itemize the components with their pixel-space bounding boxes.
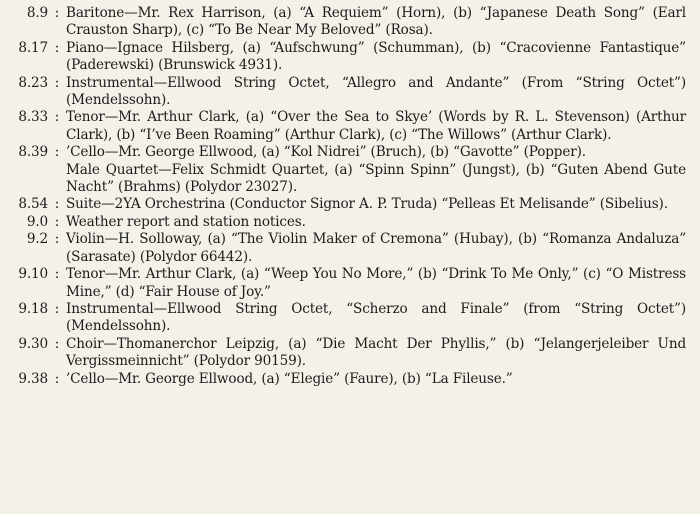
entry-separator: :: [54, 39, 60, 56]
entry-time: 9.10: [18, 266, 48, 283]
entry-text: ’Cello—Mr. George Ellwood, (a) “Elegie” (Faure), (b) “La Fileuse.”: [66, 370, 513, 387]
programme-entry: [8, 5, 692, 40]
programme-entry: [8, 301, 692, 336]
entry-time: 9.38: [18, 370, 48, 387]
entry-text: ’Cello—Mr. George Ellwood, (a) “Kol Nidrei” (Bruch), (b) “Gavotte” (Popper).: [66, 144, 586, 161]
entry-separator: :: [54, 300, 60, 317]
entry-separator: :: [54, 213, 60, 230]
entry-time: 8.33: [18, 109, 48, 126]
programme-entry: [8, 75, 692, 110]
entry-separator: :: [54, 5, 60, 21]
entry-separator: :: [54, 196, 60, 213]
programme-entry: [8, 214, 692, 231]
entry-text: Choir—Thomanerchor Leipzig, (a) “Die Macht Der Phyllis,” (b) “Jelangerjeleiber Und Vergissmeinnicht” (Polydor 90159).: [66, 335, 686, 370]
programme-entry: [8, 336, 692, 371]
programme-entry: [8, 196, 692, 213]
programme-entry: [8, 371, 692, 388]
entry-text: Weather report and station notices.: [66, 213, 306, 230]
entry-text: Instrumental—Ellwood String Octet, “Scherzo and Finale” (from “String Octet”) (Mendelssohn).: [66, 300, 686, 335]
entry-separator: :: [54, 144, 60, 161]
entry-time: 8.23: [18, 74, 48, 91]
entry-separator: :: [54, 74, 60, 91]
programme-entry: [8, 162, 692, 197]
entry-time: 9.2: [26, 231, 48, 248]
programme-entry: [8, 231, 692, 266]
entry-time: 9.30: [18, 335, 48, 352]
entry-time: 9.0: [26, 213, 48, 230]
entry-time: 8.9: [26, 5, 48, 21]
programme-entry: [8, 144, 692, 161]
entry-time: 8.54: [18, 196, 48, 213]
entry-separator: :: [54, 231, 60, 248]
entry-text: Violin—H. Solloway, (a) “The Violin Maker of Cremona” (Hubay), (b) “Romanza Andaluza” (Sarasate) (Polydor 66442).: [66, 231, 686, 265]
entry-separator: :: [54, 109, 60, 126]
entry-time: 8.39: [18, 144, 48, 161]
entry-text: Suite—2YA Orchestrina (Conductor Signor A. P. Truda) “Pelleas Et Melisande” (Sibelius).: [66, 196, 668, 213]
entry-separator: :: [54, 370, 60, 387]
programme-entry: [8, 266, 692, 301]
entry-time: 8.17: [18, 39, 48, 56]
entry-text: Male Quartet—Felix Schmidt Quartet, (a) “Spinn Spinn” (Jungst), (b) “Guten Abend Gute Nacht” (Brahms) (Polydor 23027).: [66, 161, 686, 196]
entry-separator: :: [54, 266, 60, 283]
entry-text: Tenor—Mr. Arthur Clark, (a) “Weep You No More,” (b) “Drink To Me Only,” (c) “O Mistress Mine,” (d) “Fair House of Joy.”: [66, 266, 686, 300]
programme-entry: [8, 109, 692, 144]
programme-entry: [8, 40, 692, 75]
entry-text: Instrumental—Ellwood String Octet, “Allegro and Andante” (From “String Octet”) (Mendelssohn).: [66, 74, 686, 109]
entry-time: 9.18: [18, 300, 48, 317]
entry-text: Piano—Ignace Hilsberg, (a) “Aufschwung” (Schumman), (b) “Cracovienne Fantastique” (Paderewski) (Brunswick 4931).: [66, 39, 686, 74]
entry-text: Tenor—Mr. Arthur Clark, (a) “Over the Sea to Skye’ (Words by R. L. Stevenson) (Arthur Clark), (b) “I’ve Been Roaming” (Arthur Clark), (c) “The Willows” (Arthur Clark).: [66, 109, 686, 143]
entry-separator: :: [54, 335, 60, 352]
entry-text: Baritone—Mr. Rex Harrison, (a) “A Requiem” (Horn), (b) “Japanese Death Song” (Earl Crauston Sharp), (c) “To Be Near My Beloved” (Rosa).: [66, 5, 686, 39]
